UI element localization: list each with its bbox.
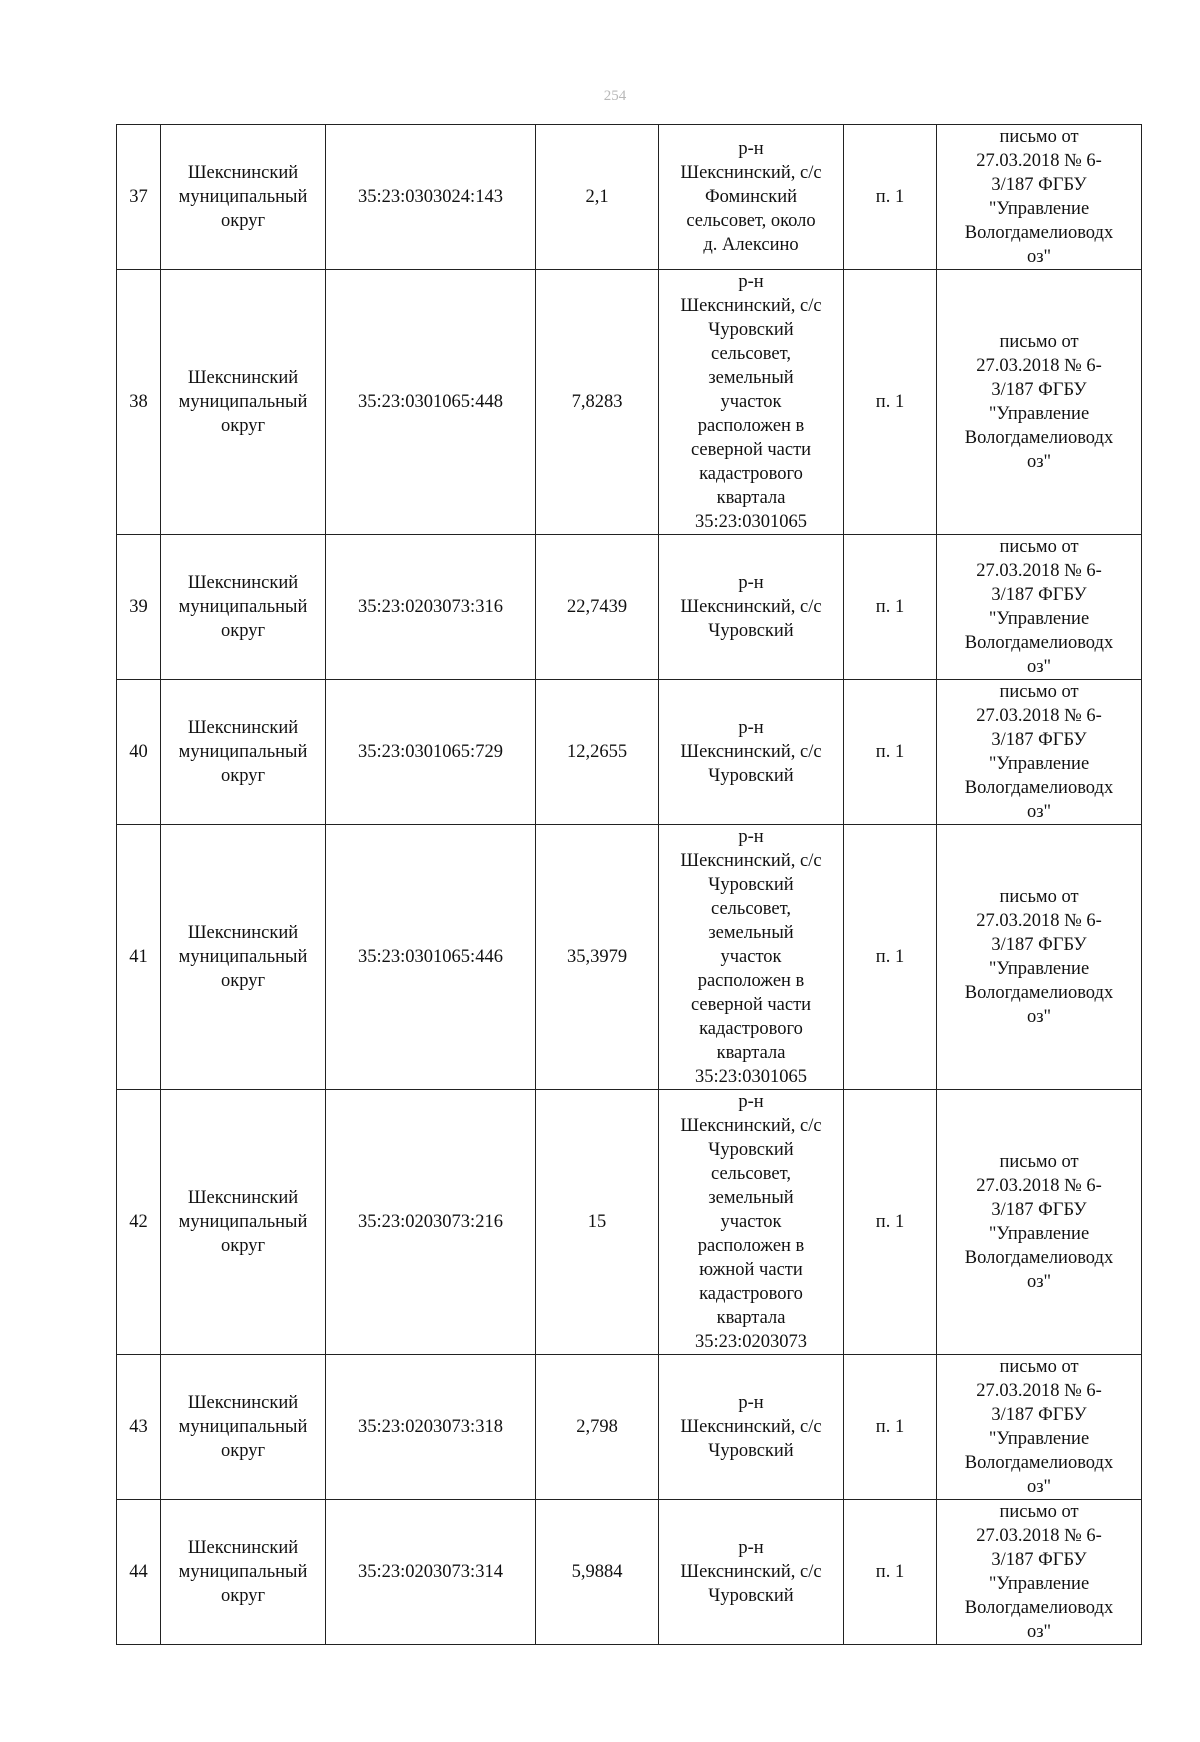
basis-cell-line: Вологдамелиоводх xyxy=(964,1598,1114,1618)
location-cell-line: участок xyxy=(720,1212,782,1232)
location-cell-line: р-н xyxy=(738,1092,764,1112)
basis-cell xyxy=(937,125,1142,270)
municipality-cell-line: Шекснинский xyxy=(187,163,299,183)
basis-cell-line: 27.03.2018 № 6- xyxy=(976,356,1102,376)
location-cell-line: сельсовет, xyxy=(711,344,791,364)
municipality-cell-line: округ xyxy=(220,621,266,641)
table-row xyxy=(117,1090,1142,1355)
basis-cell-line: "Управление xyxy=(988,754,1090,774)
location-cell-line: квартала xyxy=(716,1308,786,1328)
municipality-cell-line: муниципальный xyxy=(178,1562,308,1582)
row-number-cell: 41 xyxy=(117,825,161,1090)
location-cell-line: р-н xyxy=(738,827,764,847)
municipality-cell-line: Шекснинский xyxy=(187,718,299,738)
location-cell-line: Чуровский xyxy=(708,1441,794,1461)
basis-cell-line: 3/187 ФГБУ xyxy=(991,1200,1087,1220)
basis-cell-line: 3/187 ФГБУ xyxy=(991,585,1087,605)
location-cell-line: северной части xyxy=(690,440,812,460)
basis-cell-line: письмо от xyxy=(999,682,1079,702)
location-cell-line: Шекснинский, с/с xyxy=(680,1116,822,1136)
municipality-cell-line: Шекснинский xyxy=(187,368,299,388)
municipality-cell-line: Шекснинский xyxy=(187,1538,299,1558)
location-cell-line: Чуровский xyxy=(708,1140,794,1160)
municipality-cell xyxy=(161,270,326,535)
clause-cell: п. 1 xyxy=(844,825,937,1090)
basis-cell-line: письмо от xyxy=(999,127,1079,147)
basis-cell-line: Вологдамелиоводх xyxy=(964,778,1114,798)
basis-cell-line: 3/187 ФГБУ xyxy=(991,1550,1087,1570)
location-cell-line: Шекснинский, с/с xyxy=(680,597,822,617)
location-cell-line: расположен в xyxy=(697,1236,805,1256)
basis-cell-line: оз" xyxy=(1026,1622,1052,1642)
basis-cell-line: Вологдамелиоводх xyxy=(964,1453,1114,1473)
municipality-cell-line: Шекснинский xyxy=(187,1393,299,1413)
location-cell-line: северной части xyxy=(690,995,812,1015)
location-cell-line: земельный xyxy=(708,368,794,388)
row-number-cell: 38 xyxy=(117,270,161,535)
location-cell-line: Шекснинский, с/с xyxy=(680,742,822,762)
municipality-cell xyxy=(161,825,326,1090)
location-cell-line: кадастрового xyxy=(699,1019,803,1039)
location-cell-line: 35:23:0203073 xyxy=(694,1332,808,1352)
basis-cell-line: письмо от xyxy=(999,1502,1079,1522)
row-number-cell: 43 xyxy=(117,1355,161,1500)
location-cell xyxy=(659,1500,844,1645)
location-cell-line: расположен в xyxy=(697,971,805,991)
municipality-cell-line: муниципальный xyxy=(178,742,308,762)
location-cell-line: р-н xyxy=(738,139,764,159)
basis-cell-line: "Управление xyxy=(988,1429,1090,1449)
table-row xyxy=(117,825,1142,1090)
location-cell-line: Чуровский xyxy=(708,320,794,340)
row-number-cell: 44 xyxy=(117,1500,161,1645)
basis-cell-line: "Управление xyxy=(988,199,1090,219)
basis-cell-line: "Управление xyxy=(988,404,1090,424)
basis-cell-line: Вологдамелиоводх xyxy=(964,428,1114,448)
table-row xyxy=(117,1500,1142,1645)
municipality-cell-line: муниципальный xyxy=(178,947,308,967)
table-row xyxy=(117,270,1142,535)
municipality-cell-line: Шекснинский xyxy=(187,1188,299,1208)
location-cell-line: сельсовет, около xyxy=(686,211,816,231)
municipality-cell xyxy=(161,1090,326,1355)
location-cell-line: квартала xyxy=(716,488,786,508)
location-cell-line: Шекснинский, с/с xyxy=(680,296,822,316)
basis-cell-line: Вологдамелиоводх xyxy=(964,633,1114,653)
municipality-cell xyxy=(161,125,326,270)
basis-cell-line: 27.03.2018 № 6- xyxy=(976,1176,1102,1196)
cadastral-number-cell: 35:23:0203073:318 xyxy=(326,1355,536,1500)
location-cell-line: расположен в xyxy=(697,416,805,436)
basis-cell xyxy=(937,270,1142,535)
basis-cell-line: письмо от xyxy=(999,1357,1079,1377)
area-cell: 2,798 xyxy=(536,1355,659,1500)
location-cell-line: сельсовет, xyxy=(711,899,791,919)
location-cell-line: Чуровский xyxy=(708,1586,794,1606)
location-cell-line: р-н xyxy=(738,272,764,292)
table-row xyxy=(117,680,1142,825)
municipality-cell-line: муниципальный xyxy=(178,1212,308,1232)
municipality-cell-line: округ xyxy=(220,1441,266,1461)
municipality-cell-line: муниципальный xyxy=(178,187,308,207)
basis-cell-line: 3/187 ФГБУ xyxy=(991,175,1087,195)
basis-cell-line: Вологдамелиоводх xyxy=(964,983,1114,1003)
location-cell xyxy=(659,125,844,270)
location-cell-line: 35:23:0301065 xyxy=(694,512,808,532)
location-cell-line: участок xyxy=(720,947,782,967)
location-cell-line: южной части xyxy=(699,1260,803,1280)
basis-cell-line: "Управление xyxy=(988,1224,1090,1244)
clause-cell: п. 1 xyxy=(844,125,937,270)
location-cell-line: Шекснинский, с/с xyxy=(680,1562,822,1582)
location-cell xyxy=(659,270,844,535)
basis-cell-line: "Управление xyxy=(988,609,1090,629)
municipality-cell-line: округ xyxy=(220,1586,266,1606)
cadastral-number-cell: 35:23:0203073:216 xyxy=(326,1090,536,1355)
location-cell-line: Фоминский xyxy=(704,187,798,207)
basis-cell-line: 3/187 ФГБУ xyxy=(991,935,1087,955)
location-cell-line: участок xyxy=(720,392,782,412)
municipality-cell-line: муниципальный xyxy=(178,597,308,617)
basis-cell-line: оз" xyxy=(1026,247,1052,267)
basis-cell-line: письмо от xyxy=(999,332,1079,352)
location-cell-line: земельный xyxy=(708,923,794,943)
location-cell-line: Шекснинский, с/с xyxy=(680,163,822,183)
location-cell xyxy=(659,825,844,1090)
location-cell-line: Шекснинский, с/с xyxy=(680,1417,822,1437)
location-cell-line: р-н xyxy=(738,573,764,593)
basis-cell-line: письмо от xyxy=(999,1152,1079,1172)
location-cell-line: Чуровский xyxy=(708,621,794,641)
location-cell-line: р-н xyxy=(738,718,764,738)
area-cell: 15 xyxy=(536,1090,659,1355)
basis-cell-line: оз" xyxy=(1026,802,1052,822)
basis-cell-line: письмо от xyxy=(999,887,1079,907)
municipality-cell-line: округ xyxy=(220,766,266,786)
table-row xyxy=(117,125,1142,270)
clause-cell: п. 1 xyxy=(844,270,937,535)
location-cell-line: Чуровский xyxy=(708,875,794,895)
location-cell-line: земельный xyxy=(708,1188,794,1208)
basis-cell-line: "Управление xyxy=(988,959,1090,979)
cadastral-number-cell: 35:23:0303024:143 xyxy=(326,125,536,270)
municipality-cell-line: округ xyxy=(220,211,266,231)
basis-cell xyxy=(937,1500,1142,1645)
basis-cell-line: Вологдамелиоводх xyxy=(964,223,1114,243)
basis-cell-line: 3/187 ФГБУ xyxy=(991,1405,1087,1425)
basis-cell xyxy=(937,535,1142,680)
municipality-cell-line: округ xyxy=(220,1236,266,1256)
municipality-cell-line: Шекснинский xyxy=(187,923,299,943)
basis-cell-line: письмо от xyxy=(999,537,1079,557)
location-cell xyxy=(659,535,844,680)
location-cell xyxy=(659,680,844,825)
area-cell: 12,2655 xyxy=(536,680,659,825)
row-number-cell: 40 xyxy=(117,680,161,825)
clause-cell: п. 1 xyxy=(844,1090,937,1355)
area-cell: 5,9884 xyxy=(536,1500,659,1645)
basis-cell-line: 27.03.2018 № 6- xyxy=(976,1381,1102,1401)
basis-cell xyxy=(937,1090,1142,1355)
basis-cell-line: оз" xyxy=(1026,1007,1052,1027)
municipality-cell xyxy=(161,1500,326,1645)
municipality-cell xyxy=(161,535,326,680)
basis-cell-line: оз" xyxy=(1026,1477,1052,1497)
area-cell: 35,3979 xyxy=(536,825,659,1090)
location-cell-line: 35:23:0301065 xyxy=(694,1067,808,1087)
clause-cell: п. 1 xyxy=(844,1500,937,1645)
location-cell xyxy=(659,1090,844,1355)
location-cell-line: р-н xyxy=(738,1538,764,1558)
cadastral-number-cell: 35:23:0301065:729 xyxy=(326,680,536,825)
municipality-cell-line: округ xyxy=(220,971,266,991)
row-number-cell: 39 xyxy=(117,535,161,680)
municipality-cell xyxy=(161,680,326,825)
location-cell-line: сельсовет, xyxy=(711,1164,791,1184)
basis-cell xyxy=(937,825,1142,1090)
municipality-cell xyxy=(161,1355,326,1500)
table-row xyxy=(117,1355,1142,1500)
cadastral-number-cell: 35:23:0203073:314 xyxy=(326,1500,536,1645)
table-row xyxy=(117,535,1142,680)
basis-cell-line: 27.03.2018 № 6- xyxy=(976,1526,1102,1546)
basis-cell-line: "Управление xyxy=(988,1574,1090,1594)
cadastral-number-cell: 35:23:0203073:316 xyxy=(326,535,536,680)
basis-cell-line: оз" xyxy=(1026,452,1052,472)
basis-cell-line: 3/187 ФГБУ xyxy=(991,380,1087,400)
area-cell: 2,1 xyxy=(536,125,659,270)
location-cell-line: Шекснинский, с/с xyxy=(680,851,822,871)
location-cell-line: квартала xyxy=(716,1043,786,1063)
location-cell-line: р-н xyxy=(738,1393,764,1413)
land-plot-table xyxy=(116,124,1142,1645)
location-cell-line: д. Алексино xyxy=(703,235,799,255)
location-cell xyxy=(659,1355,844,1500)
basis-cell-line: 27.03.2018 № 6- xyxy=(976,151,1102,171)
cadastral-number-cell: 35:23:0301065:446 xyxy=(326,825,536,1090)
location-cell-line: Чуровский xyxy=(708,766,794,786)
municipality-cell-line: муниципальный xyxy=(178,1417,308,1437)
area-cell: 22,7439 xyxy=(536,535,659,680)
basis-cell-line: оз" xyxy=(1026,1272,1052,1292)
basis-cell xyxy=(937,680,1142,825)
basis-cell-line: 27.03.2018 № 6- xyxy=(976,911,1102,931)
basis-cell-line: 27.03.2018 № 6- xyxy=(976,561,1102,581)
row-number-cell: 37 xyxy=(117,125,161,270)
area-cell: 7,8283 xyxy=(536,270,659,535)
cadastral-number-cell: 35:23:0301065:448 xyxy=(326,270,536,535)
page-number: 254 xyxy=(603,88,627,104)
basis-cell-line: 27.03.2018 № 6- xyxy=(976,706,1102,726)
location-cell-line: кадастрового xyxy=(699,1284,803,1304)
basis-cell-line: Вологдамелиоводх xyxy=(964,1248,1114,1268)
basis-cell-line: оз" xyxy=(1026,657,1052,677)
municipality-cell-line: муниципальный xyxy=(178,392,308,412)
basis-cell-line: 3/187 ФГБУ xyxy=(991,730,1087,750)
location-cell-line: кадастрового xyxy=(699,464,803,484)
row-number-cell: 42 xyxy=(117,1090,161,1355)
clause-cell: п. 1 xyxy=(844,680,937,825)
municipality-cell-line: округ xyxy=(220,416,266,436)
clause-cell: п. 1 xyxy=(844,535,937,680)
municipality-cell-line: Шекснинский xyxy=(187,573,299,593)
basis-cell xyxy=(937,1355,1142,1500)
table-body xyxy=(117,125,1142,1645)
clause-cell: п. 1 xyxy=(844,1355,937,1500)
